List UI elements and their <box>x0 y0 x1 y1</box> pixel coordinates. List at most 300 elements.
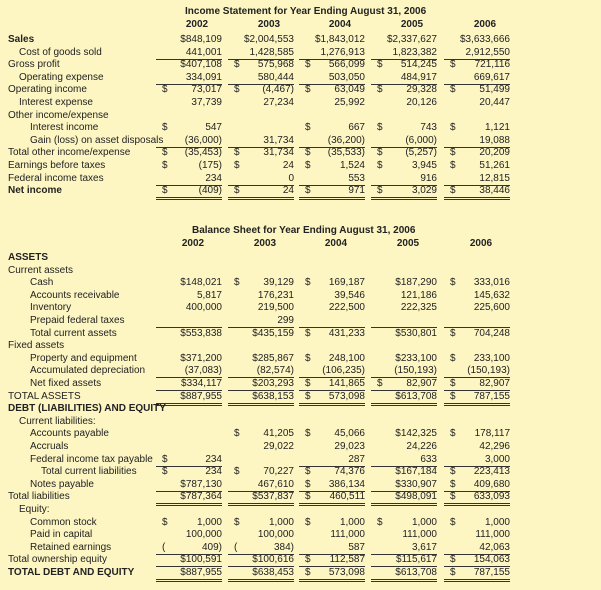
value-cell: (37,083) <box>156 365 222 378</box>
value-cell <box>228 185 294 200</box>
amount: 384) <box>273 541 294 553</box>
income-statement-title: Income Statement for Year Ending August 31, 2006 <box>185 6 427 17</box>
currency-symbol: $ <box>377 122 383 134</box>
value-cell: $203,293 <box>228 378 294 391</box>
amount: 3,945 <box>411 160 437 171</box>
value-cell <box>299 340 365 352</box>
value-cell <box>299 517 365 529</box>
value-cell: $2,004,553 <box>243 34 294 45</box>
value-cell <box>444 122 510 134</box>
currency-symbol: $ <box>162 147 168 159</box>
value-cell <box>228 252 294 264</box>
currency-symbol: $ <box>377 378 383 389</box>
value-cell: $530,801 <box>395 327 437 339</box>
value-cell <box>444 504 510 516</box>
row-label: Inventory <box>30 302 72 314</box>
value-cell <box>299 315 365 328</box>
value-cell: $115,617 <box>371 554 437 567</box>
value-cell: 225,600 <box>473 302 510 314</box>
value-cell <box>444 428 510 440</box>
value-cell: (82,574) <box>228 365 294 378</box>
value-cell: 633 <box>371 454 437 467</box>
row-label: Total current liabilities <box>41 466 137 478</box>
row-label: Total current assets <box>30 327 117 339</box>
amount: 386,134 <box>328 478 365 490</box>
amount: 566,099 <box>328 59 365 71</box>
value-cell <box>228 160 294 172</box>
value-cell <box>228 517 294 529</box>
value-cell <box>444 479 510 492</box>
value-cell <box>228 340 294 352</box>
value-cell <box>228 110 294 122</box>
value-cell: 299 <box>228 315 294 328</box>
amount: 63,049 <box>334 84 365 96</box>
year-header-2002: 2002 <box>181 238 205 249</box>
currency-symbol: $ <box>305 352 311 364</box>
value-cell <box>156 110 222 122</box>
value-cell <box>299 328 365 340</box>
amount: 24 <box>282 185 294 197</box>
currency-symbol: $ <box>450 160 456 171</box>
value-cell: 24,226 <box>406 441 437 452</box>
currency-symbol: $ <box>377 160 383 171</box>
value-cell: $407,108 <box>180 59 222 71</box>
amount: 721,116 <box>474 59 510 71</box>
amount: 1,000 <box>339 516 365 528</box>
value-cell: 111,000 <box>402 529 437 541</box>
currency-symbol: $ <box>450 516 456 528</box>
value-cell: 0 <box>228 173 294 186</box>
row-label: Earnings before taxes <box>8 160 106 171</box>
value-cell <box>299 185 365 200</box>
currency-symbol: $ <box>234 516 240 528</box>
row-label: Accumulated depreciation <box>30 365 146 377</box>
value-cell: $613,708 <box>371 567 437 582</box>
value-cell: $187,290 <box>395 277 437 289</box>
value-cell <box>444 252 510 264</box>
value-cell: $638,453 <box>228 567 294 582</box>
currency-symbol: $ <box>450 84 456 96</box>
value-cell: 176,231 <box>257 289 294 301</box>
amount: 154,063 <box>473 554 510 566</box>
year-header-2005: 2005 <box>400 19 424 30</box>
value-cell <box>228 466 294 478</box>
row-label: Cost of goods sold <box>19 46 102 58</box>
amount: 787,155 <box>473 567 510 578</box>
value-cell <box>444 185 510 200</box>
amount: 82,907 <box>479 378 510 389</box>
amount: 743 <box>420 122 437 134</box>
value-cell <box>371 147 437 159</box>
value-cell: $2,337,627 <box>386 34 437 45</box>
currency-symbol: $ <box>234 185 240 197</box>
row-label: Other income/expense <box>8 109 109 121</box>
value-cell <box>371 59 437 71</box>
row-label: Cash <box>30 277 54 289</box>
value-cell <box>156 84 222 96</box>
currency-symbol: $ <box>162 84 168 96</box>
value-cell <box>444 554 510 567</box>
value-cell: 100,000 <box>185 529 222 541</box>
value-cell <box>156 265 222 277</box>
amount: 573,098 <box>328 390 365 402</box>
currency-symbol: $ <box>450 122 456 134</box>
amount: 667 <box>348 122 365 134</box>
row-label: TOTAL DEBT AND EQUITY <box>8 567 135 578</box>
value-cell <box>299 84 365 96</box>
currency-symbol: $ <box>450 147 456 159</box>
amount: 74,376 <box>334 466 365 478</box>
value-cell: 1,428,585 <box>228 47 294 60</box>
value-cell <box>156 504 222 516</box>
value-cell: 553 <box>299 173 365 186</box>
value-cell: $848,109 <box>180 34 222 45</box>
amount: (4,467) <box>262 84 294 96</box>
value-cell: 3,617 <box>371 542 437 555</box>
value-cell: 37,739 <box>191 97 222 108</box>
amount: 971 <box>348 185 365 197</box>
value-cell <box>444 567 510 582</box>
currency-symbol: $ <box>305 277 311 289</box>
value-cell <box>371 517 437 529</box>
value-cell: 222,500 <box>328 302 365 314</box>
year-header-2006: 2006 <box>469 238 493 249</box>
value-cell <box>299 122 365 134</box>
value-cell <box>371 504 437 516</box>
value-cell <box>299 277 365 289</box>
amount: 1,000 <box>411 516 437 528</box>
value-cell: $334,117 <box>156 378 222 391</box>
value-cell <box>228 84 294 96</box>
amount: 51,499 <box>479 84 510 96</box>
year-header-2004: 2004 <box>324 238 348 249</box>
value-cell: $1,843,012 <box>314 34 365 45</box>
row-label: DEBT (LIABILITIES) AND EQUITY <box>8 403 166 415</box>
row-label: Federal income tax payable <box>30 453 153 465</box>
currency-symbol: $ <box>162 122 168 134</box>
value-cell <box>299 479 365 492</box>
amount: 73,017 <box>191 84 222 96</box>
value-cell <box>444 265 510 277</box>
value-cell: $285,867 <box>252 352 294 364</box>
amount: 1,000 <box>268 516 294 528</box>
currency-symbol: $ <box>305 122 311 134</box>
currency-symbol: $ <box>162 160 168 171</box>
value-cell: 1,276,913 <box>299 47 365 60</box>
value-cell: 441,001 <box>156 47 222 60</box>
row-label: ASSETS <box>8 252 49 263</box>
currency-symbol: $ <box>305 160 311 171</box>
amount: 38,446 <box>479 185 510 197</box>
value-cell <box>228 416 294 428</box>
balance-sheet-title: Balance Sheet for Year Ending August 31, 2006 <box>192 225 416 236</box>
year-header-2002: 2002 <box>185 19 209 30</box>
value-cell <box>444 517 510 529</box>
value-cell: 31,734 <box>228 135 294 148</box>
currency-symbol: $ <box>377 59 383 71</box>
row-label: Common stock <box>30 516 97 528</box>
value-cell: 400,000 <box>185 302 222 314</box>
value-cell <box>299 403 365 415</box>
value-cell <box>228 122 294 134</box>
amount: 1,000 <box>484 516 510 528</box>
value-cell <box>299 110 365 122</box>
value-cell: 2,912,550 <box>444 47 510 60</box>
value-cell <box>299 160 365 172</box>
value-cell: $638,153 <box>228 391 294 406</box>
row-label: Interest expense <box>19 97 93 108</box>
row-label: Operating income <box>8 84 87 96</box>
amount: (409) <box>198 185 222 197</box>
row-label: Current liabilities: <box>19 415 96 427</box>
row-label: Paid in capital <box>30 529 93 541</box>
value-cell: $330,907 <box>371 479 437 492</box>
value-cell <box>299 416 365 428</box>
value-cell: 111,000 <box>330 529 365 541</box>
value-cell: 42,063 <box>444 542 510 555</box>
amount: 20,209 <box>479 147 510 159</box>
amount: 787,155 <box>473 390 510 402</box>
currency-symbol: $ <box>305 390 311 402</box>
value-cell <box>444 416 510 428</box>
amount: 169,187 <box>328 277 365 289</box>
currency-symbol: $ <box>305 478 311 490</box>
row-label: Equity: <box>19 504 50 515</box>
year-header-2004: 2004 <box>328 19 352 30</box>
amount: (175) <box>198 160 222 171</box>
value-cell <box>444 84 510 96</box>
value-cell: 222,325 <box>400 302 437 314</box>
value-cell: $887,955 <box>156 567 222 582</box>
amount: 409) <box>201 541 222 553</box>
currency-symbol: $ <box>450 428 456 440</box>
value-cell <box>156 542 222 555</box>
value-cell: 29,023 <box>334 441 365 452</box>
value-cell <box>299 59 365 71</box>
currency-symbol: $ <box>450 491 456 503</box>
value-cell: 580,444 <box>228 72 294 85</box>
value-cell: $167,184 <box>395 466 437 478</box>
amount: 24 <box>282 160 294 171</box>
value-cell <box>156 185 222 200</box>
currency-symbol: $ <box>450 59 456 71</box>
value-cell: $100,616 <box>228 554 294 567</box>
currency-symbol: $ <box>450 478 456 490</box>
row-label: Sales <box>8 34 35 45</box>
value-cell <box>228 147 294 159</box>
currency-symbol: $ <box>305 466 311 478</box>
amount: (5,257) <box>405 147 437 159</box>
amount: 431,233 <box>328 327 365 339</box>
value-cell: 121,186 <box>400 289 437 301</box>
amount: 178,117 <box>474 428 510 440</box>
value-cell: 669,617 <box>444 72 510 85</box>
year-header-2005: 2005 <box>396 238 420 249</box>
row-label: Retained earnings <box>30 541 112 553</box>
amount: 704,248 <box>473 327 510 339</box>
value-cell <box>299 378 365 391</box>
value-cell <box>444 160 510 172</box>
value-cell <box>444 340 510 352</box>
value-cell: 42,296 <box>479 441 510 452</box>
value-cell <box>156 403 222 415</box>
value-cell <box>444 59 510 71</box>
value-cell <box>156 517 222 529</box>
amount: 39,129 <box>263 277 294 289</box>
value-cell <box>371 122 437 134</box>
value-cell <box>156 122 222 134</box>
value-cell <box>444 147 510 159</box>
currency-symbol: $ <box>450 554 456 566</box>
row-label: Total other income/expense <box>8 147 131 159</box>
value-cell <box>156 147 222 159</box>
value-cell <box>299 466 365 478</box>
value-cell <box>156 252 222 264</box>
amount: 31,734 <box>263 147 294 159</box>
currency-symbol: $ <box>450 352 456 364</box>
value-cell: (150,193) <box>371 365 437 378</box>
value-cell: $887,955 <box>156 391 222 406</box>
value-cell: $435,159 <box>252 327 294 339</box>
value-cell: 111,000 <box>475 529 510 541</box>
value-cell: 5,817 <box>196 289 222 301</box>
row-label: Fixed assets <box>8 340 65 352</box>
value-cell <box>156 466 222 478</box>
row-label: Property and equipment <box>30 352 137 364</box>
currency-symbol: $ <box>234 277 240 289</box>
amount: 547 <box>205 122 222 134</box>
value-cell: $142,325 <box>395 428 437 440</box>
row-label: Current assets <box>8 264 74 276</box>
currency-symbol: $ <box>234 84 240 96</box>
value-cell: 19,088 <box>444 135 510 148</box>
currency-symbol: $ <box>234 428 240 440</box>
amount: 514,245 <box>400 59 437 71</box>
currency-symbol: $ <box>450 567 456 578</box>
value-cell <box>371 84 437 96</box>
value-cell: $498,091 <box>371 491 437 506</box>
value-cell <box>444 466 510 478</box>
value-cell <box>371 340 437 352</box>
currency-symbol: $ <box>305 491 311 503</box>
value-cell: $148,021 <box>180 277 222 289</box>
currency-symbol: $ <box>305 378 311 389</box>
value-cell <box>371 378 437 391</box>
value-cell <box>228 59 294 71</box>
value-cell: 12,815 <box>444 173 510 186</box>
value-cell: 287 <box>299 454 365 467</box>
value-cell <box>156 428 222 440</box>
currency-symbol: $ <box>234 466 240 478</box>
value-cell: 27,234 <box>263 97 294 108</box>
row-label: Total liabilities <box>8 491 70 503</box>
row-label: Gross profit <box>8 59 60 71</box>
value-cell: 100,000 <box>257 529 294 541</box>
paren: ( <box>234 541 238 553</box>
value-cell <box>371 110 437 122</box>
currency-symbol: $ <box>162 453 168 465</box>
value-cell <box>156 454 222 467</box>
value-cell: 467,610 <box>228 479 294 492</box>
row-label: Notes payable <box>30 478 94 490</box>
row-label: Gain (loss) on asset disposals <box>30 134 164 146</box>
value-cell: 484,917 <box>371 72 437 85</box>
value-cell: 587 <box>299 542 365 555</box>
value-cell: 39,546 <box>334 289 365 301</box>
value-cell <box>444 353 510 365</box>
amount: 45,066 <box>334 428 365 440</box>
amount: 234 <box>205 466 222 478</box>
value-cell: (36,200) <box>299 135 365 148</box>
currency-symbol: $ <box>234 160 240 171</box>
amount: 223,413 <box>473 466 510 478</box>
year-header-2006: 2006 <box>473 19 497 30</box>
value-cell <box>228 428 294 440</box>
value-cell: (36,000) <box>156 135 222 148</box>
value-cell: 3,000 <box>444 454 510 467</box>
value-cell <box>299 147 365 159</box>
value-cell <box>228 504 294 516</box>
amount: 248,100 <box>328 352 365 364</box>
currency-symbol: $ <box>450 466 456 478</box>
currency-symbol: $ <box>162 466 168 478</box>
amount: 333,016 <box>473 277 510 289</box>
value-cell <box>299 252 365 264</box>
value-cell: 916 <box>371 173 437 186</box>
value-cell <box>299 504 365 516</box>
row-label: Operating expense <box>19 71 104 83</box>
value-cell <box>444 277 510 289</box>
value-cell: (150,193) <box>444 365 510 378</box>
amount: 575,968 <box>257 59 294 71</box>
amount: (35,533) <box>327 147 365 159</box>
value-cell <box>371 160 437 172</box>
value-cell <box>228 454 294 466</box>
value-cell: $787,130 <box>156 479 222 492</box>
row-label: Accounts receivable <box>30 289 120 301</box>
currency-symbol: $ <box>377 185 383 197</box>
currency-symbol: $ <box>450 390 456 402</box>
value-cell <box>228 403 294 415</box>
value-cell <box>228 277 294 289</box>
year-header-2003: 2003 <box>253 238 277 249</box>
currency-symbol: $ <box>450 185 456 197</box>
value-cell: $553,838 <box>180 327 222 339</box>
row-label: Prepaid federal taxes <box>30 315 125 326</box>
row-label: Federal income taxes <box>8 172 104 184</box>
currency-symbol: $ <box>234 147 240 159</box>
value-cell <box>371 416 437 428</box>
row-label: Accruals <box>30 441 69 452</box>
currency-symbol: $ <box>305 327 311 339</box>
value-cell <box>371 265 437 277</box>
amount: 234 <box>205 453 222 465</box>
amount: 1,000 <box>196 516 222 528</box>
amount: 141,865 <box>328 378 365 389</box>
amount: 409,680 <box>473 478 510 490</box>
value-cell <box>156 160 222 172</box>
value-cell: 219,500 <box>257 302 294 314</box>
value-cell <box>156 315 222 328</box>
value-cell <box>444 315 510 328</box>
value-cell <box>156 441 222 453</box>
currency-symbol: $ <box>305 185 311 197</box>
currency-symbol: $ <box>305 428 311 440</box>
year-header-2003: 2003 <box>257 19 281 30</box>
value-cell: (6,000) <box>371 135 437 148</box>
value-cell <box>299 554 365 567</box>
value-cell: $787,364 <box>156 491 222 506</box>
